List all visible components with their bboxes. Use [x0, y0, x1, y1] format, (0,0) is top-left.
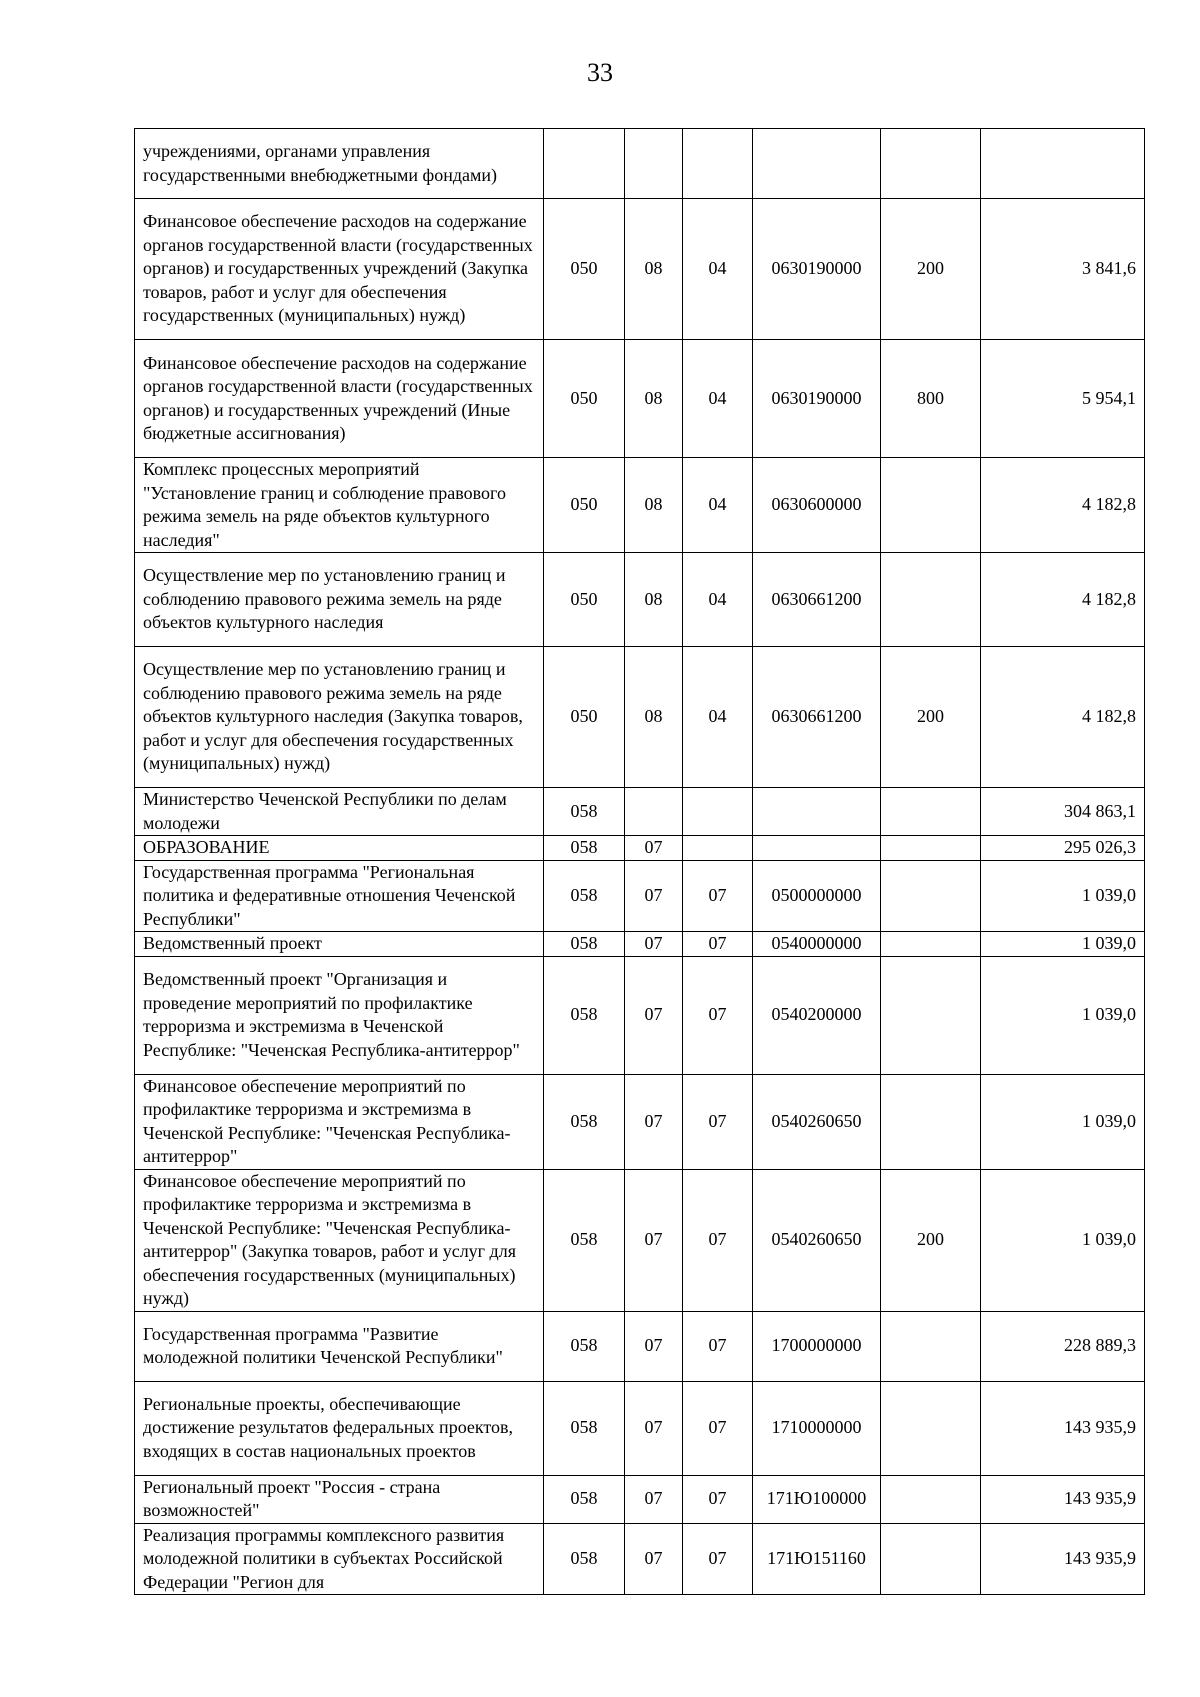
row-name: Осуществление мер по установлению границ и соблюдению правового режима земель на ряде объектов культурного наследия: [135, 553, 544, 647]
row-subsection-code: 07: [683, 1311, 753, 1381]
row-section-code: 07: [625, 932, 683, 957]
row-name: Финансовое обеспечение расходов на содержание органов государственной власти (государственных органов) и государственных учреждений (Иные бюджетные ассигнования): [135, 340, 544, 458]
row-amount: 143 935,9: [981, 1381, 1145, 1475]
row-ministry-code: 058: [544, 1074, 625, 1169]
table-row: [135, 199, 1145, 340]
table-row: [135, 553, 1145, 647]
row-name: Министерство Чеченской Республики по делам молодежи: [135, 788, 544, 836]
row-name: учреждениями, органами управления государственными внебюджетными фондами): [135, 129, 544, 199]
row-name: Финансовое обеспечение расходов на содержание органов государственной власти (государственных органов) и государственных учреждений (Закупка товаров, работ и услуг для обеспечения государственных (муниципальных) нужд): [135, 199, 544, 340]
row-subsection-code: 07: [683, 956, 753, 1074]
row-target-code: [753, 129, 881, 199]
row-name: Реализация программы комплексного развития молодежной политики в субъектах Российской Федерации "Регион для: [135, 1523, 544, 1595]
table-row: [135, 1311, 1145, 1381]
row-subsection-code: 04: [683, 458, 753, 553]
row-expense-type: [881, 1381, 981, 1475]
row-section-code: 07: [625, 1169, 683, 1311]
row-section-code: 08: [625, 199, 683, 340]
row-name: ОБРАЗОВАНИЕ: [135, 836, 544, 861]
row-amount: 4 182,8: [981, 553, 1145, 647]
table-row: [135, 1475, 1145, 1523]
row-ministry-code: 058: [544, 1475, 625, 1523]
row-ministry-code: 058: [544, 932, 625, 957]
row-ministry-code: 058: [544, 788, 625, 836]
row-section-code: 07: [625, 1311, 683, 1381]
table-row: [135, 647, 1145, 788]
row-amount: 1 039,0: [981, 860, 1145, 932]
row-ministry-code: [544, 129, 625, 199]
row-target-code: 171Ю100000: [753, 1475, 881, 1523]
row-ministry-code: 058: [544, 1523, 625, 1595]
row-amount: 1 039,0: [981, 956, 1145, 1074]
row-ministry-code: 058: [544, 836, 625, 861]
row-expense-type: [881, 836, 981, 861]
table-row: [135, 1523, 1145, 1595]
row-subsection-code: 07: [683, 1475, 753, 1523]
row-amount: 295 026,3: [981, 836, 1145, 861]
row-subsection-code: 04: [683, 199, 753, 340]
table-row: [135, 836, 1145, 861]
row-section-code: 08: [625, 458, 683, 553]
row-target-code: 0630661200: [753, 553, 881, 647]
row-subsection-code: [683, 788, 753, 836]
row-section-code: [625, 788, 683, 836]
table-body: [135, 129, 1145, 1595]
row-ministry-code: 058: [544, 1169, 625, 1311]
row-name: Государственная программа "Развитие молодежной политики Чеченской Республики": [135, 1311, 544, 1381]
row-expense-type: 200: [881, 647, 981, 788]
row-target-code: 171Ю151160: [753, 1523, 881, 1595]
table-row: [135, 129, 1145, 199]
row-subsection-code: 07: [683, 860, 753, 932]
row-target-code: 0630190000: [753, 340, 881, 458]
row-name: Ведомственный проект: [135, 932, 544, 957]
row-subsection-code: 07: [683, 1074, 753, 1169]
row-expense-type: [881, 788, 981, 836]
table-row: [135, 458, 1145, 553]
row-target-code: 0500000000: [753, 860, 881, 932]
row-expense-type: 200: [881, 1169, 981, 1311]
row-expense-type: [881, 458, 981, 553]
row-amount: 304 863,1: [981, 788, 1145, 836]
row-subsection-code: 04: [683, 647, 753, 788]
row-subsection-code: 07: [683, 932, 753, 957]
row-expense-type: [881, 1074, 981, 1169]
row-target-code: [753, 788, 881, 836]
row-expense-type: 200: [881, 199, 981, 340]
row-section-code: 08: [625, 647, 683, 788]
row-ministry-code: 050: [544, 647, 625, 788]
row-name: Финансовое обеспечение мероприятий по профилактике терроризма и экстремизма в Чеченской Республике: "Чеченская Республика-антитеррор": [135, 1074, 544, 1169]
row-subsection-code: 04: [683, 553, 753, 647]
row-subsection-code: [683, 836, 753, 861]
table-row: [135, 956, 1145, 1074]
budget-table: [134, 128, 1145, 1595]
row-expense-type: [881, 1523, 981, 1595]
row-amount: 4 182,8: [981, 458, 1145, 553]
row-amount: 1 039,0: [981, 1169, 1145, 1311]
row-section-code: 08: [625, 340, 683, 458]
table-row: [135, 788, 1145, 836]
row-amount: 1 039,0: [981, 1074, 1145, 1169]
row-expense-type: [881, 956, 981, 1074]
row-amount: 3 841,6: [981, 199, 1145, 340]
table-row: [135, 860, 1145, 932]
row-section-code: 07: [625, 860, 683, 932]
row-amount: 143 935,9: [981, 1475, 1145, 1523]
row-name: Комплекс процессных мероприятий "Установление границ и соблюдение правового режима земель на ряде объектов культурного наследия": [135, 458, 544, 553]
row-target-code: 1700000000: [753, 1311, 881, 1381]
row-amount: 5 954,1: [981, 340, 1145, 458]
row-target-code: 1710000000: [753, 1381, 881, 1475]
row-name: Осуществление мер по установлению границ и соблюдению правового режима земель на ряде объектов культурного наследия (Закупка товаров, работ и услуг для обеспечения государственных (муниципальных) нужд): [135, 647, 544, 788]
row-ministry-code: 058: [544, 1381, 625, 1475]
row-expense-type: [881, 932, 981, 957]
row-section-code: 07: [625, 1475, 683, 1523]
row-subsection-code: 07: [683, 1169, 753, 1311]
row-section-code: 07: [625, 1523, 683, 1595]
row-amount: 1 039,0: [981, 932, 1145, 957]
row-expense-type: [881, 553, 981, 647]
row-section-code: 07: [625, 1074, 683, 1169]
row-name: Региональный проект "Россия - страна возможностей": [135, 1475, 544, 1523]
row-ministry-code: 058: [544, 860, 625, 932]
row-expense-type: [881, 129, 981, 199]
row-subsection-code: 07: [683, 1381, 753, 1475]
row-amount: 143 935,9: [981, 1523, 1145, 1595]
row-section-code: [625, 129, 683, 199]
row-target-code: 0540260650: [753, 1169, 881, 1311]
row-name: Региональные проекты, обеспечивающие достижение результатов федеральных проектов, входящих в состав национальных проектов: [135, 1381, 544, 1475]
row-name: Государственная программа "Региональная политика и федеративные отношения Чеченской Республики": [135, 860, 544, 932]
row-target-code: 0630190000: [753, 199, 881, 340]
row-target-code: 0540260650: [753, 1074, 881, 1169]
row-section-code: 07: [625, 1381, 683, 1475]
row-ministry-code: 050: [544, 553, 625, 647]
row-ministry-code: 050: [544, 458, 625, 553]
row-expense-type: [881, 1475, 981, 1523]
row-target-code: [753, 836, 881, 861]
row-amount: 228 889,3: [981, 1311, 1145, 1381]
table-row: [135, 340, 1145, 458]
row-target-code: 0540200000: [753, 956, 881, 1074]
row-section-code: 07: [625, 956, 683, 1074]
row-ministry-code: 058: [544, 956, 625, 1074]
page-number: 33: [587, 58, 613, 87]
row-target-code: 0630661200: [753, 647, 881, 788]
row-ministry-code: 050: [544, 199, 625, 340]
row-expense-type: 800: [881, 340, 981, 458]
row-ministry-code: 050: [544, 340, 625, 458]
table-row: [135, 932, 1145, 957]
row-ministry-code: 058: [544, 1311, 625, 1381]
table-row: [135, 1074, 1145, 1169]
row-section-code: 07: [625, 836, 683, 861]
row-amount: 4 182,8: [981, 647, 1145, 788]
row-section-code: 08: [625, 553, 683, 647]
table-row: [135, 1381, 1145, 1475]
row-name: Ведомственный проект "Организация и проведение мероприятий по профилактике терроризма и экстремизма в Чеченской Республике: "Чеченская Республика-антитеррор": [135, 956, 544, 1074]
row-target-code: 0630600000: [753, 458, 881, 553]
table-row: [135, 1169, 1145, 1311]
row-amount: [981, 129, 1145, 199]
row-expense-type: [881, 1311, 981, 1381]
row-target-code: 0540000000: [753, 932, 881, 957]
row-subsection-code: 07: [683, 1523, 753, 1595]
row-name: Финансовое обеспечение мероприятий по профилактике терроризма и экстремизма в Чеченской Республике: "Чеченская Республика-антитеррор" (Закупка товаров, работ и услуг для обеспечения государственных (муниципальных) нужд): [135, 1169, 544, 1311]
row-subsection-code: 04: [683, 340, 753, 458]
row-expense-type: [881, 860, 981, 932]
row-subsection-code: [683, 129, 753, 199]
